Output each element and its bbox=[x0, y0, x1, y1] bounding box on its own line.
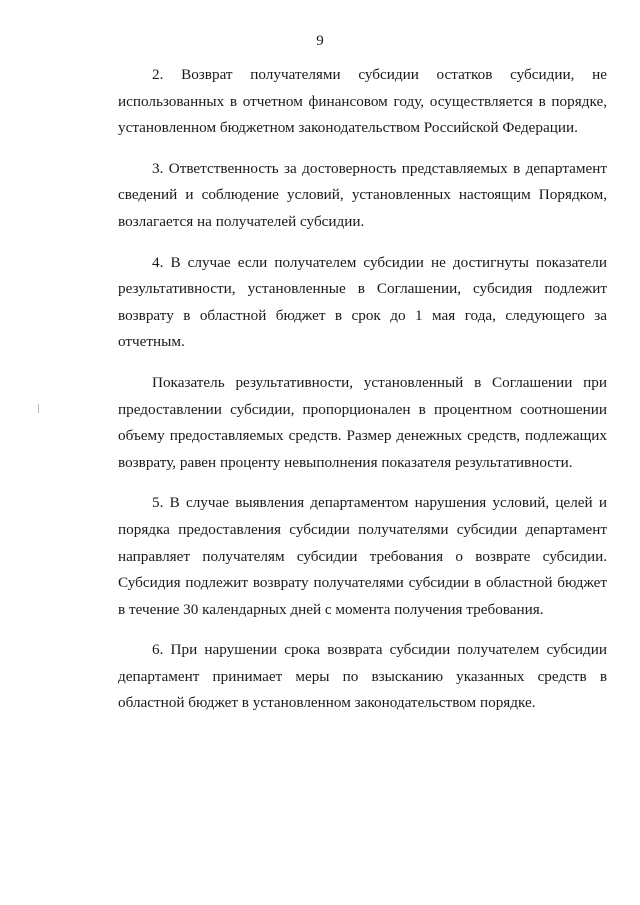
margin-mark bbox=[38, 404, 39, 413]
paragraph-3: 3. Ответственность за достоверность представляемых в департамент сведений и соблюдение условий, установленных настоящим Порядком, возлагается на получателей субсидии. bbox=[118, 159, 607, 230]
document-body bbox=[118, 62, 607, 731]
paragraph-5: 5. В случае выявления департаментом нарушения условий, целей и порядка предоставления субсидии получателями субсидии департамент направляет получателям субсидии требования о возврате субсидии. Субсидия подлежит возврату получателями субсидии в областной бюджет в течение 30 календарных дней с момента получения требования. bbox=[118, 494, 607, 618]
paragraph-6: 6. При нарушении срока возврата субсидии получателем субсидии департамент принимает меры по взысканию указанных средств в областной бюджет в установленном законодательством порядке. bbox=[118, 641, 607, 712]
paragraph-4: 4. В случае если получателем субсидии не достигнуты показатели результативности, установленные в Соглашении, субсидия подлежит возврату в областной бюджет в срок до 1 мая года, следующего за отчетным. bbox=[118, 253, 607, 351]
page-number: 9 bbox=[316, 33, 324, 49]
paragraph-4-indicator: Показатель результативности, установленный в Соглашении при предоставлении субсидии, пропорционален в процентном соотношении объему предоставляемых средств. Размер денежных средств, подлежащих возврату, равен проценту невыполнения показателя результативности. bbox=[118, 373, 607, 471]
paragraph-2: 2. Возврат получателями субсидии остатков субсидии, не использованных в отчетном финансовом году, осуществляется в порядке, установленном бюджетном законодательством Российской Федерации. bbox=[118, 66, 607, 137]
